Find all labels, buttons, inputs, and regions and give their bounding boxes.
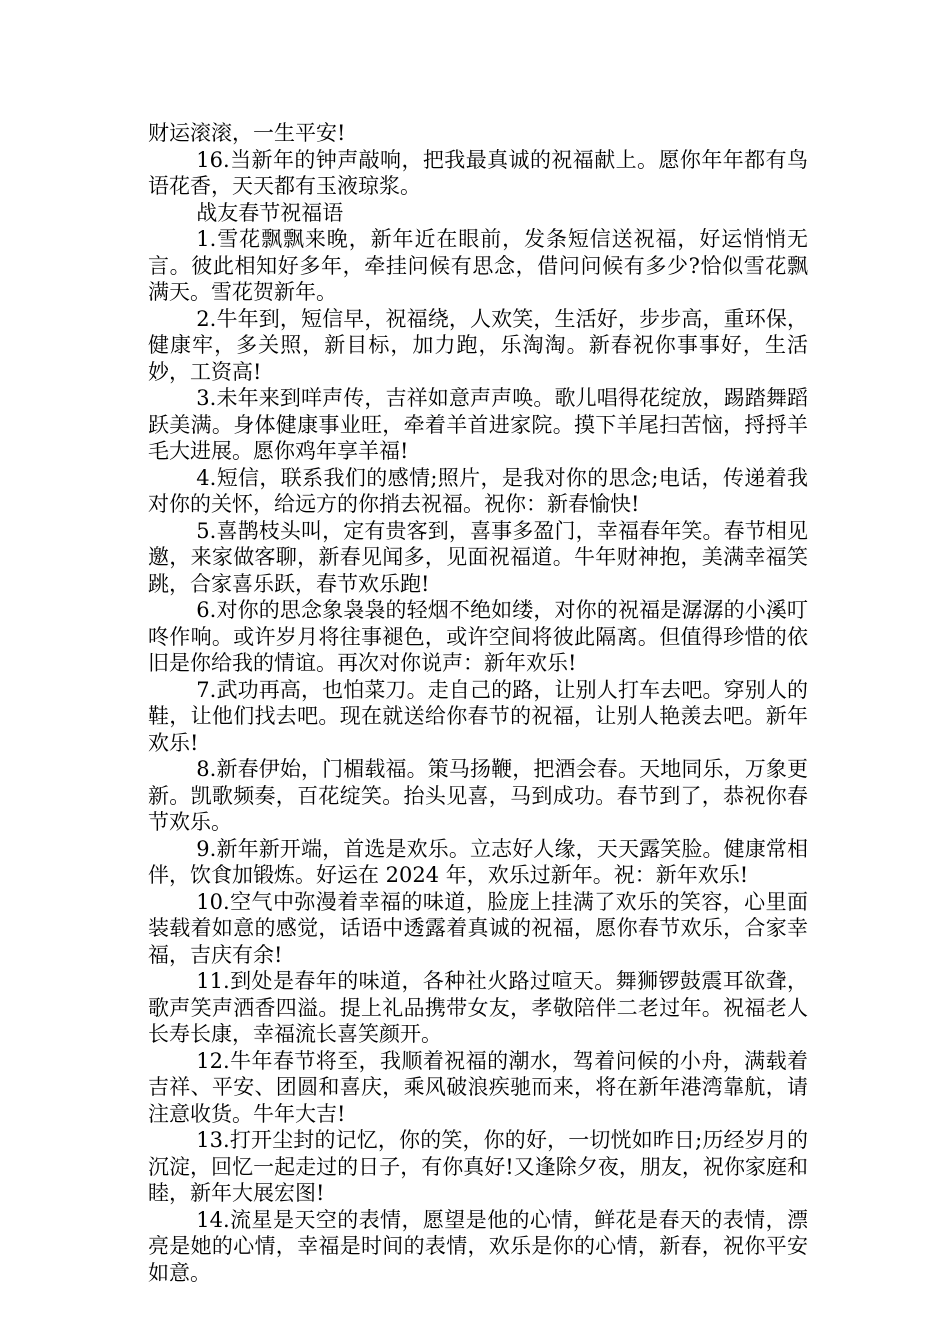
paragraph-item-9: 9.新年新开端，首选是欢乐。立志好人缘，天天露笑脸。健康常相伴，饮食加锻炼。好运在 2024 年，欢乐过新年。祝：新年欢乐! <box>148 836 808 887</box>
paragraph-item-16: 16.当新年的钟声敲响，把我最真诚的祝福献上。愿你年年都有鸟语花香，天天都有玉液琼浆。 <box>148 147 808 198</box>
paragraph-item-8: 8.新春伊始，门楣载福。策马扬鞭，把酒会春。天地同乐，万象更新。凯歌频奏，百花绽笑。抬头见喜，马到成功。春节到了，恭祝你春节欢乐。 <box>148 757 808 834</box>
paragraph-item-14: 14.流星是天空的表情，愿望是他的心情，鲜花是春天的表情，漂亮是她的心情，幸福是时间的表情，欢乐是你的心情，新春，祝你平安如意。 <box>148 1207 808 1285</box>
intro-line: 财运滚滚，一生平安! <box>148 121 346 145</box>
paragraph-item-1: 1.雪花飘飘来晚，新年近在眼前，发条短信送祝福，好运悄悄无言。彼此相知好多年，牵挂问候有思念，借问问候有多少?恰似雪花飘满天。雪花贺新年。 <box>148 227 808 304</box>
document-page <box>148 120 808 1286</box>
section-title: 战友春节祝福语 <box>196 200 344 225</box>
paragraph-item-4: 4.短信，联系我们的感情;照片，是我对你的思念;电话，传递着我对你的关怀，给远方的你捎去祝福。祝你：新春愉快! <box>148 465 808 516</box>
paragraph-item-3: 3.未年来到咩声传，吉祥如意声声唤。歌儿唱得花绽放，踢踏舞蹈跃美满。身体健康事业旺，牵着羊首进家院。摸下羊尾扫苦恼，捋捋羊毛大进展。愿你鸡年享羊福! <box>148 386 808 463</box>
paragraph-item-12: 12.牛年春节将至，我顺着祝福的潮水，驾着问候的小舟，满载着吉祥、平安、团圆和喜庆，乘风破浪疾驰而来，将在新年港湾靠航，请注意收货。牛年大吉! <box>148 1048 808 1126</box>
paragraph-item-10: 10.空气中弥漫着幸福的味道，脸庞上挂满了欢乐的笑容，心里面装载着如意的感觉，话语中透露着真诚的祝福，愿你春节欢乐，合家幸福，吉庆有余! <box>148 889 808 967</box>
paragraph-item-6: 6.对你的思念象袅袅的轻烟不绝如缕，对你的祝福是潺潺的小溪叮咚作响。或许岁月将往事褪色，或许空间将彼此隔离。但值得珍惜的依旧是你给我的情谊。再次对你说声：新年欢乐! <box>148 598 808 675</box>
paragraph-item-11: 11.到处是春年的味道，各种社火路过喧天。舞狮锣鼓震耳欲聋，歌声笑声洒香四溢。提上礼品携带女友，孝敬陪伴二老过年。祝福老人长寿长康，幸福流长喜笑颜开。 <box>148 969 808 1046</box>
paragraph-item-5: 5.喜鹊枝头叫，定有贵客到，喜事多盈门，幸福春年笑。春节相见邀，来家做客聊，新春见闻多，见面祝福道。牛年财神抱，美满幸福笑跳，合家喜乐跃，春节欢乐跑! <box>148 518 808 596</box>
paragraph-item-7: 7.武功再高，也怕菜刀。走自己的路，让别人打车去吧。穿别人的鞋，让他们找去吧。现在就送给你春节的祝福，让别人艳羡去吧。新年欢乐! <box>148 677 808 755</box>
paragraph-item-2: 2.牛年到，短信早，祝福绕，人欢笑，生活好，步步高，重环保，健康牢，多关照，新目标，加力跑，乐淘淘。新春祝你事事好，生活妙，工资高! <box>148 306 808 384</box>
paragraph-item-13: 13.打开尘封的记忆，你的笑，你的好，一切恍如昨日;历经岁月的沉淀，回忆一起走过的日子，有你真好!又逢除夕夜，朋友，祝你家庭和睦，新年大展宏图! <box>148 1128 808 1205</box>
